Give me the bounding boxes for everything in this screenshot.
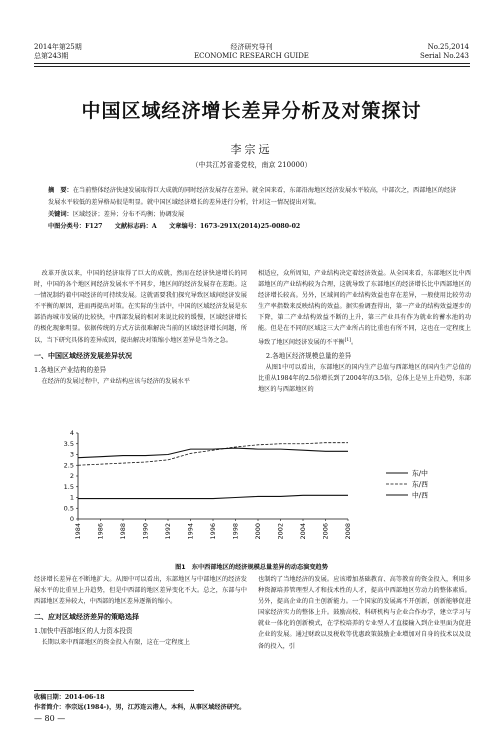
x-tick-label: 1996	[209, 523, 217, 540]
x-tick-label: 2002	[276, 523, 285, 540]
y-tick-label: 4	[69, 429, 74, 438]
legend-label: 东/中	[412, 469, 428, 478]
figure-caption: 图1 东中西部地区的经济规模总量差异的动态演变趋势	[175, 564, 328, 571]
lower-right-paragraph: 也制约了当地经济的发展。应该增加基础教育、高等教育的资金投入，利用多种资源培养管理型人才和技术性的人才，提高中西部地区劳动力的整体素质。另外，提高企业的自主创新能力。一个国家的发展离不开创新，创新能够促进国家经济实力的整体上升。鼓励高校、科研机构与企业合作办学，建立学习与就业一体化的创新模式，在学校培养的专业型人才直接输入到企业里面为促进企业的发展。通过财政以及税收等优惠政策鼓励企业增加对自身的技术以及设备的投入，引	[258, 576, 471, 650]
x-tick-label: 2000	[254, 523, 262, 540]
journal-name-en: ECONOMIC RESEARCH GUIDE	[194, 52, 309, 60]
chart-series	[78, 443, 348, 499]
journal-number	[420, 43, 469, 61]
legend-label: 东/西	[412, 480, 428, 489]
issue-total: 总第243期	[34, 52, 69, 60]
x-tick-label: 2004	[299, 523, 307, 540]
legend-label: 中/西	[412, 491, 428, 500]
article-title: 中国区域经济增长差异分析及对策探讨	[81, 100, 422, 122]
keywords	[48, 209, 458, 221]
abstract-text: 在当前整体经济快速发展取得巨大成就的同时经济发展存在差异。就全国来看，东部沿海地区经济发展水平较高，中部次之，西部地区的经济发展水平较低的差异格局很是明显。就中国区域经济增长的差异进行分析，针对这一情况提出对策。	[48, 187, 457, 206]
series-line	[78, 443, 348, 466]
x-tick-label: 1992	[164, 523, 172, 540]
abstract-block	[48, 185, 458, 233]
lower-right-column	[258, 574, 471, 652]
subheading-1: 1.各地区产业结构的差异	[34, 365, 107, 374]
x-tick-label: 2006	[321, 523, 330, 540]
x-tick-label: 1986	[96, 523, 105, 540]
y-tick-label: 3	[69, 450, 74, 459]
author-name: 李宗远	[230, 143, 273, 156]
author-bio: 作者简介：李宗远(1984-)，男，江苏连云港人，本科，从事区域经济研究。	[34, 704, 246, 711]
keywords-text: 区域经济；差异；分布不均衡；协调发展	[72, 211, 185, 218]
series-line	[78, 495, 348, 498]
subheading-2: 2.各地区经济规模总量的差异	[265, 351, 352, 360]
section-heading-1: 一、中国区域经济发展差异状况	[34, 351, 132, 360]
chart-axes	[64, 429, 352, 539]
line-chart	[34, 427, 471, 557]
footnote-rule	[34, 690, 194, 691]
x-tick-label: 1998	[231, 523, 240, 540]
citation-1: [1]	[344, 337, 351, 343]
y-tick-label: 0.5	[63, 504, 74, 513]
y-tick-label: 3.5	[63, 439, 74, 448]
serial-no: Serial No.243	[420, 52, 469, 60]
issue-year: 2014年第25期	[34, 43, 82, 51]
author-affiliation: （中共江苏省委党校，南京 210000）	[191, 161, 312, 169]
x-tick-label: 1990	[141, 523, 150, 540]
y-tick-label: 2.5	[63, 461, 74, 470]
journal-name-cn: 经济研究导刊	[230, 43, 273, 51]
series-line	[78, 448, 348, 458]
footnote	[34, 693, 245, 713]
right-text-1-end: 。	[351, 338, 358, 346]
lower-left-column	[34, 574, 247, 649]
x-tick-label: 1994	[186, 523, 195, 540]
abstract-label: 摘 要：	[48, 187, 73, 194]
section-heading-2: 二、应对区域经济差异的策略选择	[34, 613, 139, 622]
x-tick-label: 2008	[344, 523, 352, 540]
abstract	[48, 185, 458, 209]
classification-line: 中图分类号：F127 文献标志码：A 文章编号：1673-291X(2014)25-0080-02	[48, 223, 301, 230]
subheading-3-text: 长期以来中西部地区的资金投入有限，这在一定程度上	[41, 639, 190, 647]
header-rule-bottom	[34, 66, 470, 67]
lower-left-paragraph: 经济增长差异在不断地扩大。从图中可以看出，东部地区与中部地区的经济发展水平的比重呈上升趋势，但是中西部的地区差异变化不大。总之，东部与中西部地区差异较大，中西部的地区差异逐渐的缩小。	[34, 576, 247, 606]
subheading-1-text: 在经济的发展过程中，产业结构应该与经济的发展水平	[41, 377, 190, 385]
left-column	[34, 268, 247, 387]
received-date: 收稿日期：2014-06-18	[34, 694, 105, 701]
y-tick-label: 1.5	[63, 482, 74, 491]
page-number: — 80 —	[34, 714, 66, 723]
right-paragraph-2: 从图1中可以看出，东部地区的国内生产总值与西部地区的国内生产总值的比重从1984年的2.5倍增长到了2004年的3.5倍，总体上是呈上升趋势，东部地区的与西部地区的	[258, 363, 471, 393]
issue-no: No.25,2014	[427, 43, 469, 51]
x-tick-label: 1988	[119, 523, 127, 540]
header-rule-top	[34, 63, 470, 64]
right-text-1: 相适应，众所周知，产业结构决定着经济效益。从全国来看，东部地区比中西部地区的产业结构较为合理，这就导致了东部地区的经济增长比中西部地区的经济增长较高。另外，区域间的产业结构效益也存在差异，一般使用比较劳动生产率指数来反映结构的效益。据实验调查得出，第一产业的结构效益逐步的下降，第二产业结构效益不断的上升，第三产业具有作为就业的蓄水池的功能。但是在不同的区域这三大产业所占的比重也有所不同，这也在一定程度上导致了地区间经济发展的不平衡	[258, 270, 471, 346]
x-tick-label: 1984	[74, 523, 82, 540]
y-tick-label: 0	[69, 515, 74, 524]
y-tick-label: 2	[69, 472, 74, 481]
intro-paragraph: 改革开放以来，中国的经济取得了巨大的成就，然而在经济快速增长的同时，中国的各个地区间经济发展水平不同步，地区间的经济发展存在差距。这一情况制约着中国经济的可持续发展。这就需要我们探究导致区域间经济发展不平衡的原因，进而再提出对策。在实际的生活中，中国的区域经济发展是东部沿海城市发展的比较快，中西部发展的相对来说比较的缓慢，区域经济增长的极化现象明显。依据传统的方式方法很难解决当前的区域经济增长问题，所以，当下研究具体的差异成因，提出解决对策缩小地区差异是当务之急。	[34, 270, 247, 344]
right-column	[258, 268, 471, 395]
y-tick-label: 1	[69, 493, 74, 502]
subheading-3: 1.加快中西部地区的人力资本投资	[34, 627, 133, 636]
right-paragraph-1	[258, 268, 471, 348]
chart-legend	[386, 468, 428, 499]
keywords-label: 关键词：	[48, 211, 73, 218]
